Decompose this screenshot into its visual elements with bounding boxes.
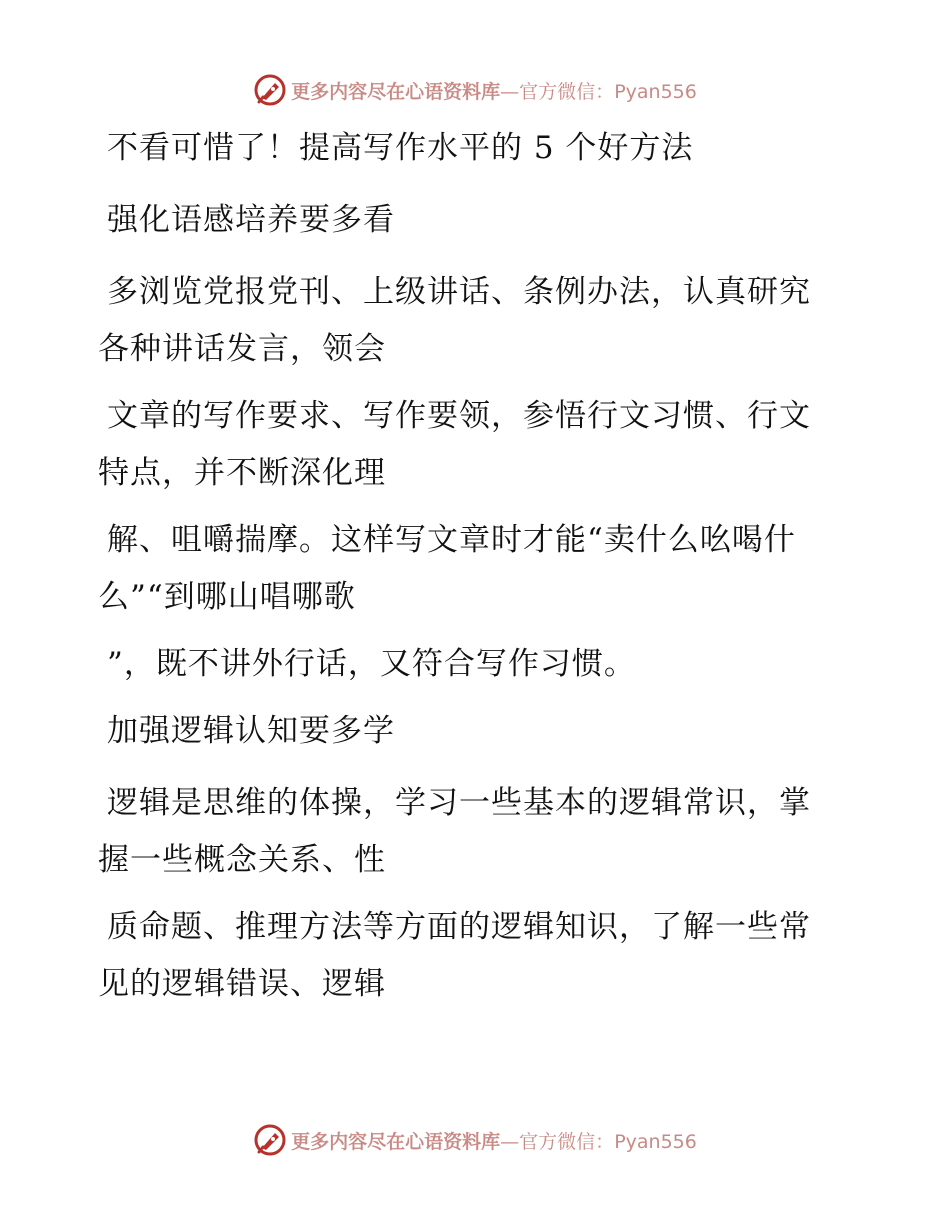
document-title: 不看可惜了！提高写作水平的 5 个好方法 [107, 130, 694, 166]
paragraph: 文章的写作要求、写作要领，参悟行文习惯、行文特点，并不断深化理 [98, 398, 811, 491]
banner-main-text: 更多内容尽在心语资料库 [291, 1130, 501, 1153]
banner-text [291, 1127, 697, 1154]
paragraph: ”，既不讲外行话，又符合写作习惯。 [107, 646, 636, 682]
banner-wechat-label: 官方微信： [519, 1130, 615, 1153]
paragraph: 逻辑是思维的体操，学习一些基本的逻辑常识，掌握一些概念关系、性 [98, 785, 811, 878]
section-heading-1: 强化语感培养要多看 [107, 202, 395, 238]
header-banner [0, 70, 950, 110]
banner-main-text: 更多内容尽在心语资料库 [291, 80, 501, 103]
banner-wechat-id: Pyan556 [614, 80, 697, 103]
paragraph: 解、咀嚼揣摩。这样写文章时才能“卖什么吆喝什么”“到哪山唱哪歌 [98, 522, 796, 615]
banner-dash: — [500, 1130, 520, 1153]
banner-dash: — [500, 80, 520, 103]
footer-banner [0, 1120, 950, 1160]
section-heading-2: 加强逻辑认知要多学 [107, 713, 395, 749]
paragraph: 质命题、推理方法等方面的逻辑知识，了解一些常见的逻辑错误、逻辑 [98, 909, 811, 1002]
banner-wechat-id: Pyan556 [614, 1130, 697, 1153]
paragraph: 多浏览党报党刊、上级讲话、条例办法，认真研究各种讲话发言，领会 [98, 274, 811, 367]
banner-wechat-label: 官方微信： [519, 80, 615, 103]
pen-nib-logo-icon [253, 73, 287, 107]
pen-nib-logo-icon [253, 1123, 287, 1157]
document-body [98, 120, 833, 1023]
banner-text [291, 77, 697, 104]
